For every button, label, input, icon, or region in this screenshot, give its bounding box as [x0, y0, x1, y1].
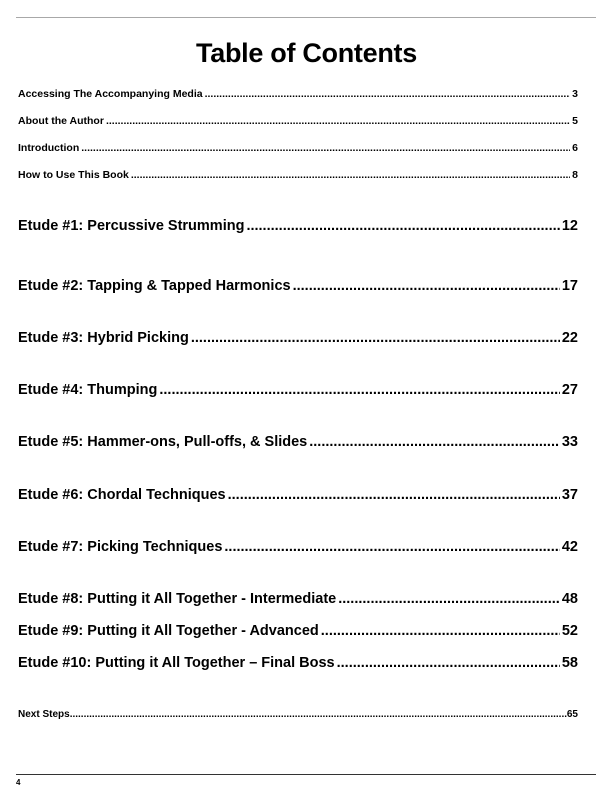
toc-entry-page: 3 — [572, 88, 578, 100]
toc-leader-dots — [224, 539, 559, 555]
toc-entry-page: 6 — [572, 142, 578, 154]
toc-leader-dots — [205, 88, 571, 100]
toc-entry-introduction[interactable] — [18, 142, 578, 154]
footer-page-number: 4 — [16, 778, 21, 787]
toc-entry-label: Etude #10: Putting it All Together – Final Boss — [18, 655, 335, 671]
toc-entry-etude-7[interactable] — [18, 539, 578, 555]
toc-entry-page: 48 — [561, 591, 578, 607]
toc-entry-page: 22 — [561, 330, 578, 346]
toc-entry-etude-1[interactable] — [18, 218, 578, 234]
toc-leader-dots — [246, 218, 559, 234]
toc-entry-how-to-use[interactable] — [18, 169, 578, 181]
toc-entry-page: 5 — [572, 115, 578, 127]
toc-leader-dots — [106, 115, 570, 127]
toc-leader-dots — [338, 591, 560, 607]
toc-entry-etude-2[interactable] — [18, 278, 578, 294]
toc-entry-etude-5[interactable] — [18, 434, 578, 450]
toc-entry-etude-6[interactable] — [18, 487, 578, 503]
toc-entry-etude-9[interactable] — [18, 623, 578, 639]
toc-entry-page: 42 — [561, 539, 578, 555]
toc-entry-etude-4[interactable] — [18, 382, 578, 398]
toc-leader-dots — [70, 709, 567, 720]
toc-entry-label: Etude #2: Tapping & Tapped Harmonics — [18, 278, 291, 294]
toc-entry-label: Etude #9: Putting it All Together - Advanced — [18, 623, 319, 639]
page-title: Table of Contents — [196, 38, 417, 68]
toc-entry-next-steps[interactable] — [18, 709, 578, 720]
toc-entry-about-author[interactable] — [18, 115, 578, 127]
toc-entry-label: Introduction — [18, 142, 80, 154]
toc-entry-page: 33 — [561, 434, 578, 450]
toc-leader-dots — [309, 434, 560, 450]
toc-entry-page: 17 — [561, 278, 578, 294]
toc-entry-label: Next Steps — [18, 709, 70, 720]
toc-entry-page: 8 — [572, 169, 578, 181]
header-rule — [16, 17, 596, 18]
toc-entry-page: 37 — [561, 487, 578, 503]
toc-entry-page: 65 — [566, 709, 578, 720]
toc-entry-label: Accessing The Accompanying Media — [18, 88, 203, 100]
toc-entry-page: 12 — [561, 218, 578, 234]
toc-entry-label: Etude #8: Putting it All Together - Intermediate — [18, 591, 337, 607]
toc-entry-etude-10[interactable] — [18, 655, 578, 671]
toc-leader-dots — [321, 623, 560, 639]
toc-leader-dots — [159, 382, 560, 398]
footer-rule — [16, 774, 596, 775]
toc-entry-page: 27 — [561, 382, 578, 398]
toc-leader-dots — [293, 278, 560, 294]
toc-entry-label: Etude #5: Hammer-ons, Pull-offs, & Slides — [18, 434, 308, 450]
toc-leader-dots — [337, 655, 560, 671]
toc-entry-label: Etude #4: Thumping — [18, 382, 158, 398]
toc-entry-label: Etude #3: Hybrid Picking — [18, 330, 189, 346]
toc-entry-label: Etude #6: Chordal Techniques — [18, 487, 226, 503]
toc-leader-dots — [131, 169, 570, 181]
toc-leader-dots — [81, 142, 570, 154]
toc-entry-label: Etude #7: Picking Techniques — [18, 539, 223, 555]
toc-entry-etude-3[interactable] — [18, 330, 578, 346]
toc-leader-dots — [228, 487, 560, 503]
toc-entry-label: How to Use This Book — [18, 169, 129, 181]
toc-entry-label: About the Author — [18, 115, 104, 127]
toc-entry-label: Etude #1: Percussive Strumming — [18, 218, 245, 234]
toc-entry-page: 58 — [561, 655, 578, 671]
toc-entry-etude-8[interactable] — [18, 591, 578, 607]
toc-entry-page: 52 — [561, 623, 578, 639]
toc-entry-accessing-media[interactable] — [18, 88, 578, 100]
toc-leader-dots — [191, 330, 560, 346]
